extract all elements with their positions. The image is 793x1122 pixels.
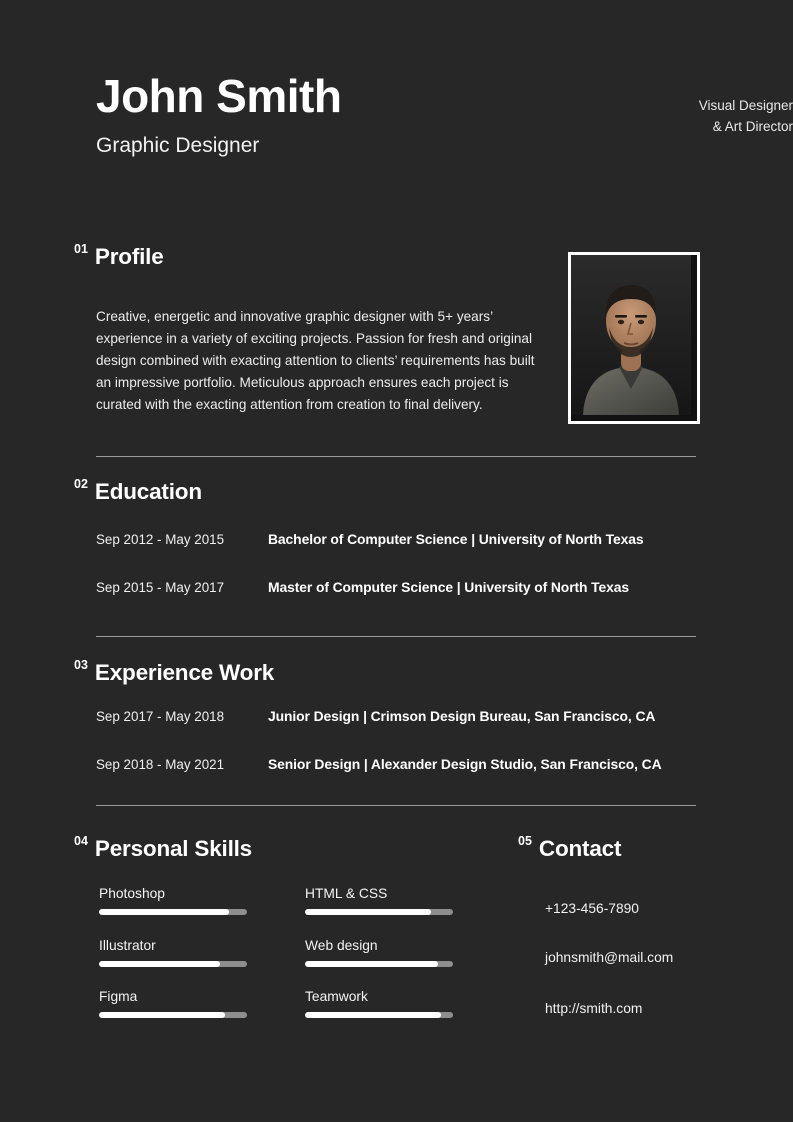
divider-2 [96, 636, 696, 637]
skill-label: Figma [99, 989, 138, 1004]
entry-description: Senior Design | Alexander Design Studio, San Francisco, CA [268, 756, 662, 772]
skill-bar-fill [305, 961, 438, 967]
section-title-skills: Personal Skills [94, 836, 252, 861]
entry-description: Bachelor of Computer Science | University of North Texas [268, 531, 644, 547]
entry-description: Junior Design | Crimson Design Bureau, San Francisco, CA [268, 708, 656, 724]
section-title-education: Education [94, 479, 202, 504]
skill-bar-fill [99, 909, 229, 915]
tagline-line-1: Visual Designer [698, 98, 793, 113]
skill-label: HTML & CSS [305, 886, 388, 901]
section-number-skills: 04 [74, 834, 88, 848]
skill-bar-fill [99, 1012, 225, 1018]
skill-bar-track [305, 909, 453, 915]
skill-label: Teamwork [305, 989, 368, 1004]
section-heading-profile [74, 244, 164, 270]
list-item [96, 579, 696, 595]
section-number-experience: 03 [74, 658, 88, 672]
skill-bar-track [99, 909, 247, 915]
profile-paragraph: Creative, energetic and innovative graphic designer with 5+ years’ experience in a variety of exciting projects. Passion for fresh and original design combined with exacting attention to clients’ requirements has built an impressive portfolio. Meticulous approach ensures each project is curated with the exacting attention from creation to final delivery. [96, 308, 535, 412]
skill-bar-track [305, 961, 453, 967]
entry-description: Master of Computer Science | University of North Texas [268, 579, 630, 595]
section-heading-contact [518, 836, 621, 862]
section-heading-education [74, 479, 202, 505]
section-number-profile: 01 [74, 242, 88, 256]
skill-item [305, 989, 453, 1018]
contact-email[interactable]: johnsmith@mail.com [545, 950, 674, 965]
skill-bar-fill [305, 1012, 441, 1018]
skill-bar-track [99, 1012, 247, 1018]
skill-item [305, 938, 453, 967]
list-item [96, 531, 696, 547]
entry-date: Sep 2018 - May 2021 [96, 757, 225, 772]
section-heading-skills [74, 836, 252, 862]
section-heading-experience [74, 660, 274, 686]
section-title-profile: Profile [94, 244, 164, 269]
skill-item [99, 938, 247, 967]
section-number-contact: 05 [518, 834, 532, 848]
skill-bar-fill [99, 961, 220, 967]
contact-phone[interactable]: +123-456-7890 [545, 901, 639, 916]
resume-header [96, 72, 697, 158]
section-title-contact: Contact [538, 836, 622, 861]
skill-item [99, 989, 247, 1018]
skill-bar-track [305, 1012, 453, 1018]
entry-date: Sep 2012 - May 2015 [96, 532, 225, 547]
entry-date: Sep 2015 - May 2017 [96, 580, 225, 595]
entry-date: Sep 2017 - May 2018 [96, 709, 225, 724]
skill-item [99, 886, 247, 915]
skill-bar-fill [305, 909, 431, 915]
section-title-experience: Experience Work [94, 660, 275, 685]
divider-1 [96, 456, 696, 457]
job-title: Graphic Designer [96, 134, 260, 158]
page-title: John Smith [96, 70, 342, 122]
header-tagline [699, 96, 793, 138]
skill-label: Illustrator [99, 938, 156, 953]
list-item [96, 756, 696, 772]
skill-bar-track [99, 961, 247, 967]
skill-label: Photoshop [99, 886, 165, 901]
list-item [96, 708, 696, 724]
divider-3 [96, 805, 696, 806]
section-number-education: 02 [74, 477, 88, 491]
avatar [568, 252, 700, 424]
skill-item [305, 886, 453, 915]
contact-website[interactable]: http://smith.com [545, 1001, 643, 1016]
skill-label: Web design [305, 938, 378, 953]
tagline-line-2: & Art Director [712, 118, 793, 134]
portrait-photo-icon [571, 255, 691, 415]
